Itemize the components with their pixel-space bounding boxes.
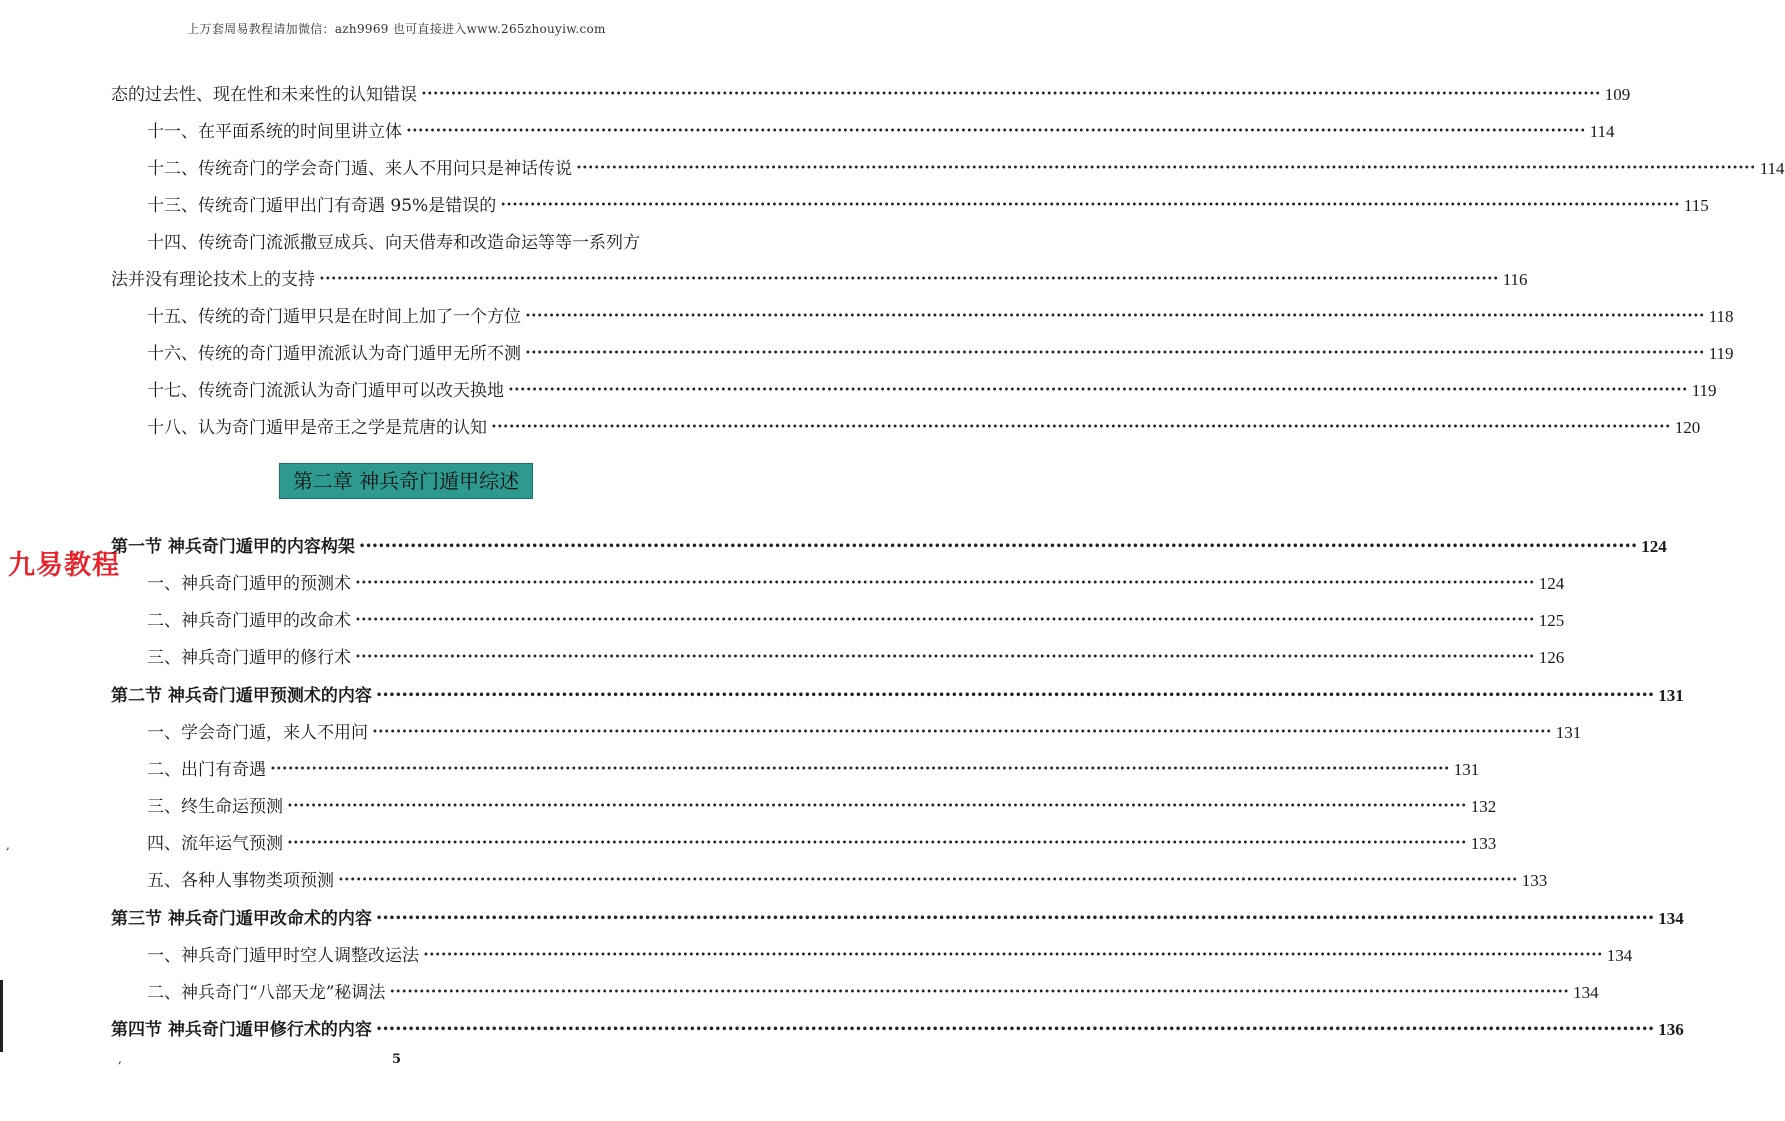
dot-leader: ••••••••••••••••••••••••••••••••••••••••••••••••••••••••••••••••••••••••••••••••••••••••••••••••••••••••••••••••••••••••••••••••••••••••••••••••••••••••••••••••••••••••••••••••••••••••••••••••••••••••: [287, 801, 1467, 812]
toc-entry-page: 131: [1555, 723, 1582, 742]
page-header-banner: 上万套周易教程请加微信：azh9969 也可直接进入www.265zhouyiw.com: [187, 22, 606, 36]
dot-leader: ••••••••••••••••••••••••••••••••••••••••••••••••••••••••••••••••••••••••••••••••••••••••••••••••••••••••••••••••••••••••••••••••••••••••••••••••••••••••••••••••••••••••••••••••••••••••••••••••••••••••: [287, 838, 1467, 849]
toc-entry-page: 120: [1674, 418, 1701, 437]
toc-entry-page: 114: [1589, 122, 1615, 141]
toc-entry-title: 十三、传统奇门遁甲出门有奇遇 95%是错误的: [147, 196, 497, 216]
toc-section-page: 136: [1658, 1020, 1684, 1039]
toc-entry: [147, 788, 1497, 818]
toc-section: [111, 900, 1684, 930]
dot-leader: ••••••••••••••••••••••••••••••••••••••••••••••••••••••••••••••••••••••••••••••••••••••••••••••••••••••••••••••••••••••••••••••••••••••••••••••••••••••••••••••••••••••••••••••••••••••••••••••••••••••••: [338, 875, 1518, 886]
toc-entry-page: 115: [1683, 196, 1709, 215]
dot-leader: ••••••••••••••••••••••••••••••••••••••••••••••••••••••••••••••••••••••••••••••••••••••••••••••••••••••••••••••••••••••••••••••••••••••••••••••••••••••••••••••••••••••••••••••••••••••••••••••••••••••••: [500, 200, 1680, 211]
toc-entry-page: 116: [1502, 270, 1528, 289]
toc-entry-page: 114: [1759, 159, 1785, 178]
dot-leader: ••••••••••••••••••••••••••••••••••••••••••••••••••••••••••••••••••••••••••••••••••••••••••••••••••••••••••••••••••••••••••••••••••••••••••••••••••••••••••••••••••••••••••••••••••••••••••••••••••••••••: [375, 690, 1655, 701]
toc-entry: [147, 113, 1615, 143]
toc-entry: [147, 937, 1633, 967]
dot-leader: ••••••••••••••••••••••••••••••••••••••••••••••••••••••••••••••••••••••••••••••••••••••••••••••••••••••••••••••••••••••••••••••••••••••••••••••••••••••••••••••••••••••••••••••••••••••••••••••••••••••••: [576, 163, 1756, 174]
toc-entry-page: 133: [1521, 871, 1548, 890]
toc-section: [111, 528, 1667, 558]
toc-entry: [147, 751, 1480, 781]
toc-entry: [147, 974, 1599, 1004]
dot-leader: ••••••••••••••••••••••••••••••••••••••••••••••••••••••••••••••••••••••••••••••••••••••••••••••••••••••••••••••••••••••••••••••••••••••••••••••••••••••••••••••••••••••••••••••••••••••••••••••••••••••••: [525, 311, 1705, 322]
page-number: 5: [391, 1052, 402, 1067]
toc-entry-page: 124: [1538, 574, 1565, 593]
dot-leader: ••••••••••••••••••••••••••••••••••••••••••••••••••••••••••••••••••••••••••••••••••••••••••••••••••••••••••••••••••••••••••••••••••••••••••••••••••••••••••••••••••••••••••••••••••••••••••••••••••••••••: [372, 727, 1552, 738]
toc-entry-page: 118: [1708, 307, 1734, 326]
toc-entry: [147, 862, 1548, 892]
toc-entry-page: 131: [1453, 760, 1480, 779]
toc-entry-title: 法并没有理论技术上的支持: [111, 270, 315, 290]
toc-entry-continuation: [111, 76, 1631, 106]
toc-entry: [147, 187, 1709, 217]
toc-entry-title: 一、神兵奇门遁甲时空人调整改运法: [147, 946, 419, 966]
toc-entry: [147, 714, 1582, 744]
toc-entry-title: 三、神兵奇门遁甲的修行术: [147, 648, 351, 668]
toc-entry-wrapped-line2: [111, 261, 1528, 291]
toc-entry: [147, 298, 1734, 328]
toc-entry-title: 二、出门有奇遇: [147, 760, 266, 780]
chapter-title-banner: 第二章 神兵奇门遁甲综述: [279, 463, 533, 499]
toc-entry-page: 125: [1538, 611, 1565, 630]
toc-entry-title: 二、神兵奇门遁甲的改命术: [147, 611, 351, 631]
toc-entry-page: 119: [1708, 344, 1734, 363]
dot-leader: ••••••••••••••••••••••••••••••••••••••••••••••••••••••••••••••••••••••••••••••••••••••••••••••••••••••••••••••••••••••••••••••••••••••••••••••••••••••••••••••••••••••••••••••••••••••••••••••••••••••••: [375, 913, 1655, 924]
toc-entry-title: 十五、传统的奇门遁甲只是在时间上加了一个方位: [147, 307, 521, 327]
toc-section-title: 第三节 神兵奇门遁甲改命术的内容: [111, 909, 372, 929]
dot-leader: ••••••••••••••••••••••••••••••••••••••••••••••••••••••••••••••••••••••••••••••••••••••••••••••••••••••••••••••••••••••••••••••••••••••••••••••••••••••••••••••••••••••••••••••••••••••••••••••••••••••••: [358, 541, 1638, 552]
toc-entry-page: 132: [1470, 797, 1497, 816]
toc-entry: [147, 372, 1717, 402]
toc-entry-title: 十七、传统奇门流派认为奇门遁甲可以改天换地: [147, 381, 504, 401]
toc-entry-wrapped-line1: [147, 224, 700, 254]
toc-section-title: 第一节 神兵奇门遁甲的内容构架: [111, 537, 355, 557]
dot-leader: ••••••••••••••••••••••••••••••••••••••••••••••••••••••••••••••••••••••••••••••••••••••••••••••••••••••••••••••••••••••••••••••••••••••••••••••••••••••••••••••••••••••••••••••••••••••••••••••••••••••••: [421, 89, 1601, 100]
dot-leader: ••••••••••••••••••••••••••••••••••••••••••••••••••••••••••••••••••••••••••••••••••••••••••••••••••••••••••••••••••••••••••••••••••••••••••••••••••••••••••••••••••••••••••••••••••••••••••••••••••••••••: [270, 764, 1450, 775]
toc-entry-title: 态的过去性、现在性和未来性的认知错误: [111, 85, 417, 105]
toc-section-title: 第二节 神兵奇门遁甲预测术的内容: [111, 686, 372, 706]
toc-entry-page: 126: [1538, 648, 1565, 667]
toc-entry: [147, 565, 1565, 595]
dot-leader: ••••••••••••••••••••••••••••••••••••••••••••••••••••••••••••••••••••••••••••••••••••••••••••••••••••••••••••••••••••••••••••••••••••••••••••••••••••••••••••••••••••••••••••••••••••••••••••••••••••••••: [319, 274, 1499, 285]
toc-entry-page: 109: [1604, 85, 1631, 104]
toc-entry-title: 十六、传统的奇门遁甲流派认为奇门遁甲无所不测: [147, 344, 521, 364]
toc-entry-page: 134: [1606, 946, 1633, 965]
dot-leader: ••••••••••••••••••••••••••••••••••••••••••••••••••••••••••••••••••••••••••••••••••••••••••••••••••••••••••••••••••••••••••••••••••••••••••••••••••••••••••••••••••••••••••••••••••••••••••••••••••••••••: [389, 987, 1570, 998]
toc-entry-title: 十四、传统奇门流派撒豆成兵、向天借寿和改造命运等等一系列方: [147, 233, 640, 253]
toc-entry: [147, 335, 1734, 365]
toc-section-page: 134: [1658, 909, 1684, 928]
dot-leader: ••••••••••••••••••••••••••••••••••••••••••••••••••••••••••••••••••••••••••••••••••••••••••••••••••••••••••••••••••••••••••••••••••••••••••••••••••••••••••••••••••••••••••••••••••••••••••••••••••••••••: [406, 126, 1586, 137]
toc-section: [111, 677, 1684, 707]
toc-entry-page: 134: [1573, 983, 1599, 1002]
toc-section-title: 第四节 神兵奇门遁甲修行术的内容: [111, 1020, 372, 1040]
toc-entry-title: 五、各种人事物类项预测: [147, 871, 334, 891]
toc-entry-title: 一、学会奇门遁，来人不用问: [147, 723, 368, 743]
dot-leader: ••••••••••••••••••••••••••••••••••••••••••••••••••••••••••••••••••••••••••••••••••••••••••••••••••••••••••••••••••••••••••••••••••••••••••••••••••••••••••••••••••••••••••••••••••••••••••••••••••••••••: [491, 422, 1671, 433]
scan-edge-bar: [0, 980, 3, 1052]
dot-leader: ••••••••••••••••••••••••••••••••••••••••••••••••••••••••••••••••••••••••••••••••••••••••••••••••••••••••••••••••••••••••••••••••••••••••••••••••••••••••••••••••••••••••••••••••••••••••••••••••••••••••: [355, 652, 1535, 663]
dot-leader: ••••••••••••••••••••••••••••••••••••••••••••••••••••••••••••••••••••••••••••••••••••••••••••••••••••••••••••••••••••••••••••••••••••••••••••••••••••••••••••••••••••••••••••••••••••••••••••••••••••••••: [375, 1024, 1655, 1035]
dot-leader: ••••••••••••••••••••••••••••••••••••••••••••••••••••••••••••••••••••••••••••••••••••••••••••••••••••••••••••••••••••••••••••••••••••••••••••••••••••••••••••••••••••••••••••••••••••••••••••••••••••••••: [508, 385, 1688, 396]
dot-leader: ••••••••••••••••••••••••••••••••••••••••••••••••••••••••••••••••••••••••••••••••••••••••••••••••••••••••••••••••••••••••••••••••••••••••••••••••••••••••••••••••••••••••••••••••••••••••••••••••••••••••: [355, 615, 1535, 626]
toc-entry-title: 十八、认为奇门遁甲是帝王之学是荒唐的认知: [147, 418, 487, 438]
scan-speck: ,: [118, 1052, 122, 1066]
toc-entry: [147, 602, 1565, 632]
dot-leader: ••••••••••••••••••••••••••••••••••••••••••••••••••••••••••••••••••••••••••••••••••••••••••••••••••••••••••••••••••••••••••••••••••••••••••••••••••••••••••••••••••••••••••••••••••••••••••••••••••••••••: [525, 348, 1705, 359]
toc-entry: [147, 639, 1565, 669]
toc-section: [111, 1011, 1684, 1041]
toc-entry-page: 133: [1470, 834, 1497, 853]
toc-entry-title: 二、神兵奇门“八部天龙”秘调法: [147, 983, 386, 1003]
toc-entry: [147, 409, 1701, 439]
toc-entry-title: 十二、传统奇门的学会奇门遁、来人不用问只是神话传说: [147, 159, 572, 179]
toc-entry: [147, 150, 1785, 180]
watermark-logo-text: 九易教程: [8, 550, 120, 581]
toc-entry-page: 119: [1691, 381, 1717, 400]
toc-entry-title: 十一、在平面系统的时间里讲立体: [147, 122, 402, 142]
toc-entry-title: 四、流年运气预测: [147, 834, 283, 854]
toc-section-page: 124: [1641, 537, 1667, 556]
scan-speck: ,: [6, 838, 10, 852]
dot-leader: ••••••••••••••••••••••••••••••••••••••••••••••••••••••••••••••••••••••••••••••••••••••••••••••••••••••••••••••••••••••••••••••••••••••••••••••••••••••••••••••••••••••••••••••••••••••••••••••••••••••••: [423, 950, 1603, 961]
toc-section-page: 131: [1658, 686, 1684, 705]
toc-entry-title: 三、终生命运预测: [147, 797, 283, 817]
toc-entry: [147, 825, 1497, 855]
dot-leader: ••••••••••••••••••••••••••••••••••••••••••••••••••••••••••••••••••••••••••••••••••••••••••••••••••••••••••••••••••••••••••••••••••••••••••••••••••••••••••••••••••••••••••••••••••••••••••••••••••••••••: [355, 578, 1535, 589]
toc-entry-title: 一、神兵奇门遁甲的预测术: [147, 574, 351, 594]
